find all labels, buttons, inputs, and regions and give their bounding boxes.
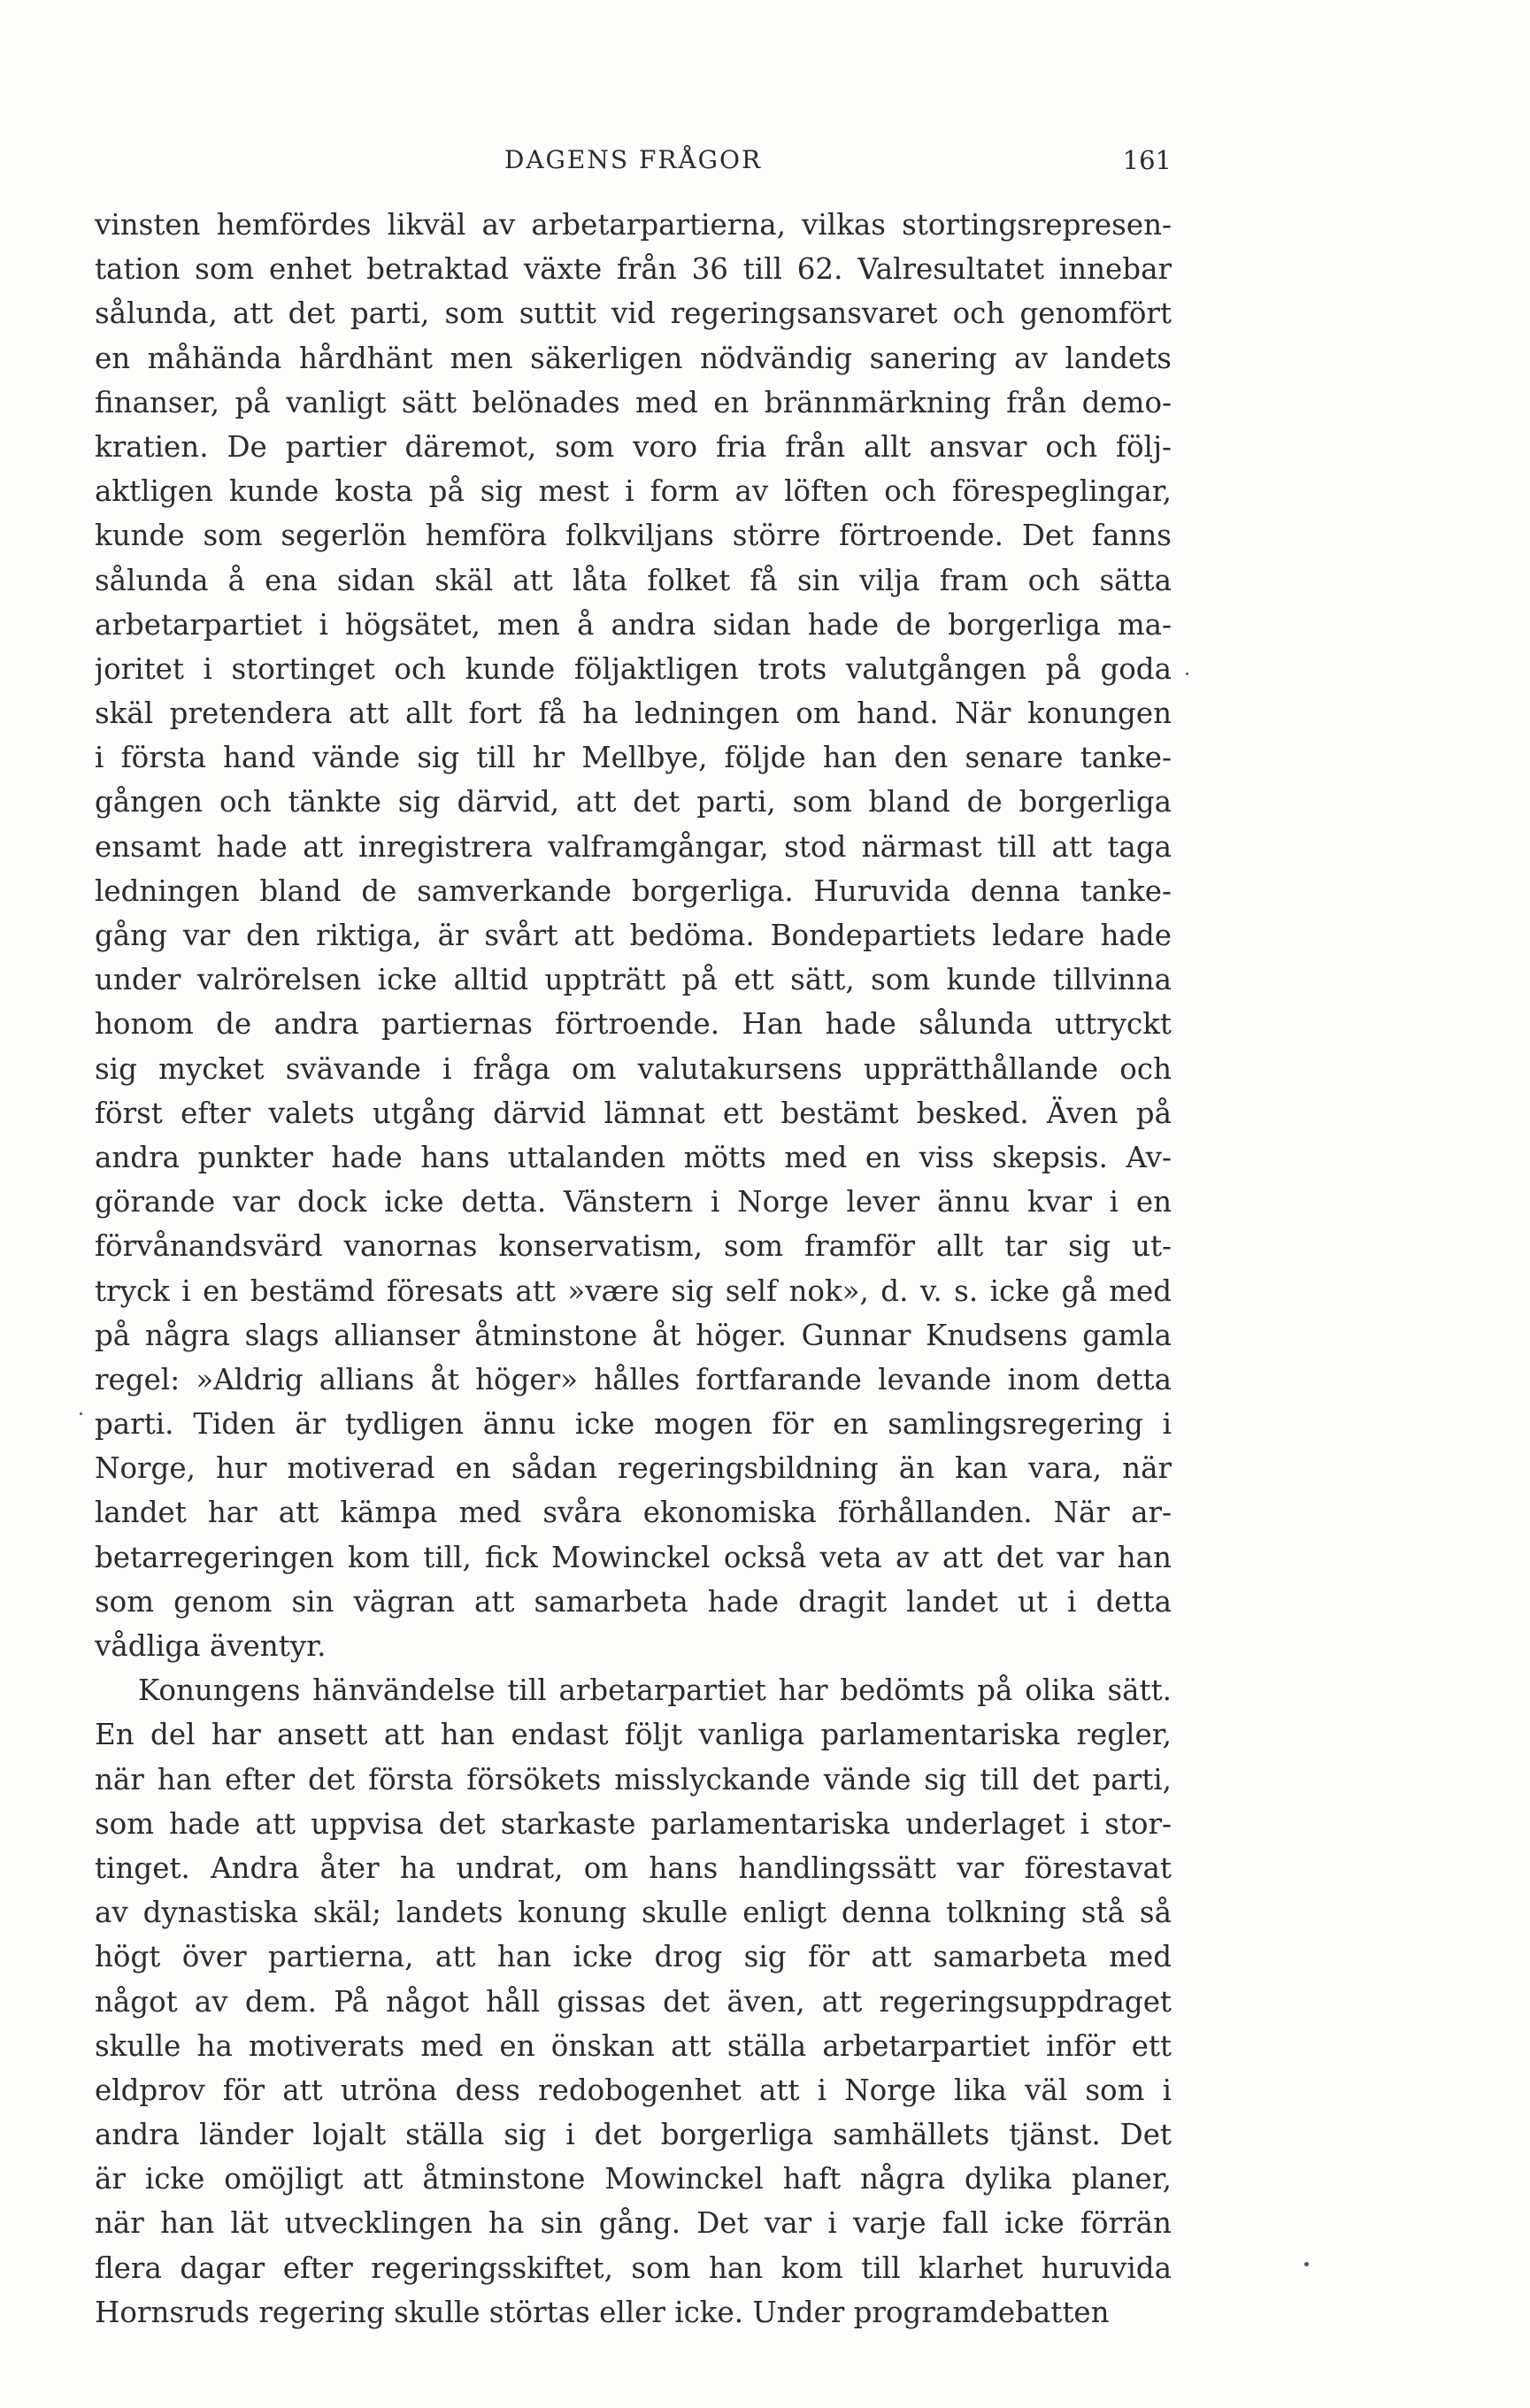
text-line: sig mycket svävande i fråga om valutakursens upprätthållande och [95, 1051, 1172, 1086]
text-line: när han lät utvecklingen ha sin gång. Det var i varje fall icke förrän [95, 2206, 1172, 2241]
text-line: är icke omöjligt att åtminstone Mowinckel haft några dylika planer, [95, 2162, 1172, 2196]
text-line: Hornsruds regering skulle störtas eller icke. Under programdebatten [95, 2295, 1110, 2329]
text-line: ensamt hade att inregistrera valframgångar, stod närmast till att taga [95, 829, 1172, 864]
text-line: något av dem. På något håll gissas det även, att regeringsuppdraget [95, 1984, 1172, 2019]
text-line: skulle ha motiverats med en önskan att ställa arbetarpartiet inför ett [95, 2028, 1172, 2063]
paper-speck [1304, 2262, 1309, 2266]
text-line: av dynastiska skäl; landets konung skulle enligt denna tolkning stå så [95, 1896, 1172, 1930]
paragraph-1 [95, 203, 1172, 1668]
text-line: andra punkter hade hans uttalanden mötts med en viss skepsis. Av- [95, 1140, 1172, 1174]
text-line: tryck i en bestämd föresats att »være sig self nok», d. v. s. icke gå med [95, 1273, 1172, 1308]
text-line: först efter valets utgång därvid lämnat ett bestämt besked. Även på [95, 1096, 1172, 1130]
text-line: under valrörelsen icke alltid uppträtt på ett sätt, som kunde tillvinna [95, 963, 1172, 997]
text-line: högt över partierna, att han icke drog sig för att samarbeta med [95, 1940, 1172, 1974]
text-line: joritet i stortinget och kunde följaktligen trots valutgången på goda [95, 651, 1172, 686]
text-line: förvånandsvärd vanornas konservatism, som framför allt tar sig ut- [95, 1229, 1172, 1264]
running-title: DAGENS FRÅGOR [504, 145, 763, 174]
text-line: sålunda, att det parti, som suttit vid regeringsansvaret och genomfört [95, 296, 1172, 331]
text-line: landet har att kämpa med svåra ekonomiska förhållanden. När ar- [95, 1496, 1172, 1530]
text-line: aktligen kunde kosta på sig mest i form av löften och förespeglingar, [95, 474, 1172, 509]
text-line: betarregeringen kom till, fick Mowinckel också veta av att det var han [95, 1540, 1172, 1574]
text-line: på några slags allianser åtminstone åt höger. Gunnar Knudsens gamla [95, 1318, 1172, 1352]
text-line: En del har ansett att han endast följt vanliga parlamentariska regler, [95, 1718, 1172, 1752]
text-line: som hade att uppvisa det starkaste parlamentariska underlaget i stor- [95, 1806, 1172, 1841]
text-line: gång var den riktiga, är svårt att bedöma. Bondepartiets ledare hade [95, 919, 1172, 952]
text-line: andra länder lojalt ställa sig i det borgerliga samhällets tjänst. Det [95, 2118, 1172, 2152]
paragraph-2 [95, 1668, 1172, 2335]
text-line: i första hand vände sig till hr Mellbye, följde han den senare tanke- [95, 741, 1172, 775]
text-line: kunde som segerlön hemföra folkviljans större förtroende. Det fanns [95, 519, 1172, 553]
text-line: tinget. Andra åter ha undrat, om hans handlingssätt var förestavat [95, 1850, 1172, 1885]
text-line: en måhända hårdhänt men säkerligen nödvändig sanering av landets [95, 341, 1172, 375]
text-line: kratien. De partier däremot, som voro fria från allt ansvar och följ- [95, 429, 1172, 464]
text-line: Norge, hur motiverad en sådan regeringsbildning än kan vara, när [95, 1451, 1172, 1486]
text-line: när han efter det första försökets misslyckande vände sig till det parti, [95, 1762, 1172, 1796]
text-line: regel: »Aldrig allians åt höger» hålles fortfarande levande inom detta [95, 1362, 1172, 1396]
text-line: Konungens hänvändelse till arbetarpartiet har bedömts på olika sätt. [138, 1673, 1172, 1708]
text-line: finanser, på vanligt sätt belönades med en brännmärkning från demo- [95, 385, 1172, 419]
text-line: flera dagar efter regeringsskiftet, som han kom till klarhet huruvida [95, 2250, 1172, 2285]
text-line: tation som enhet betraktad växte från 36 till 62. Valresultatet innebar [95, 252, 1172, 287]
text-line: vådliga äventyr. [95, 1629, 327, 1663]
text-line: skäl pretendera att allt fort få ha ledningen om hand. När konungen [95, 696, 1172, 731]
text-line: ledningen bland de samverkande borgerliga. Huruvida denna tanke- [95, 873, 1172, 908]
text-line: gången och tänkte sig därvid, att det parti, som bland de borgerliga [95, 785, 1172, 819]
text-line: sålunda å ena sidan skäl att låta folket få sin vilja fram och sätta [95, 563, 1172, 597]
text-line: vinsten hemfördes likväl av arbetarpartierna, vilkas stortingsrepresen- [95, 208, 1172, 242]
text-line: eldprov för att utröna dess redobogenhet att i Norge lika väl som i [95, 2073, 1172, 2107]
paper-speck [1186, 673, 1188, 675]
paper-speck [80, 1412, 82, 1415]
text-line: arbetarpartiet i högsätet, men å andra sidan hade de borgerliga ma- [95, 607, 1172, 642]
text-line: honom de andra partiernas förtroende. Han hade sålunda uttryckt [95, 1007, 1172, 1042]
page-number: 161 [1122, 145, 1172, 175]
text-line: parti. Tiden är tydligen ännu icke mogen för en samlingsregering i [95, 1407, 1172, 1442]
body-text [95, 203, 1172, 2335]
text-line: görande var dock icke detta. Vänstern i Norge lever ännu kvar i en [95, 1185, 1172, 1219]
text-line: som genom sin vägran att samarbeta hade dragit landet ut i detta [95, 1584, 1172, 1619]
running-header [95, 140, 1172, 184]
